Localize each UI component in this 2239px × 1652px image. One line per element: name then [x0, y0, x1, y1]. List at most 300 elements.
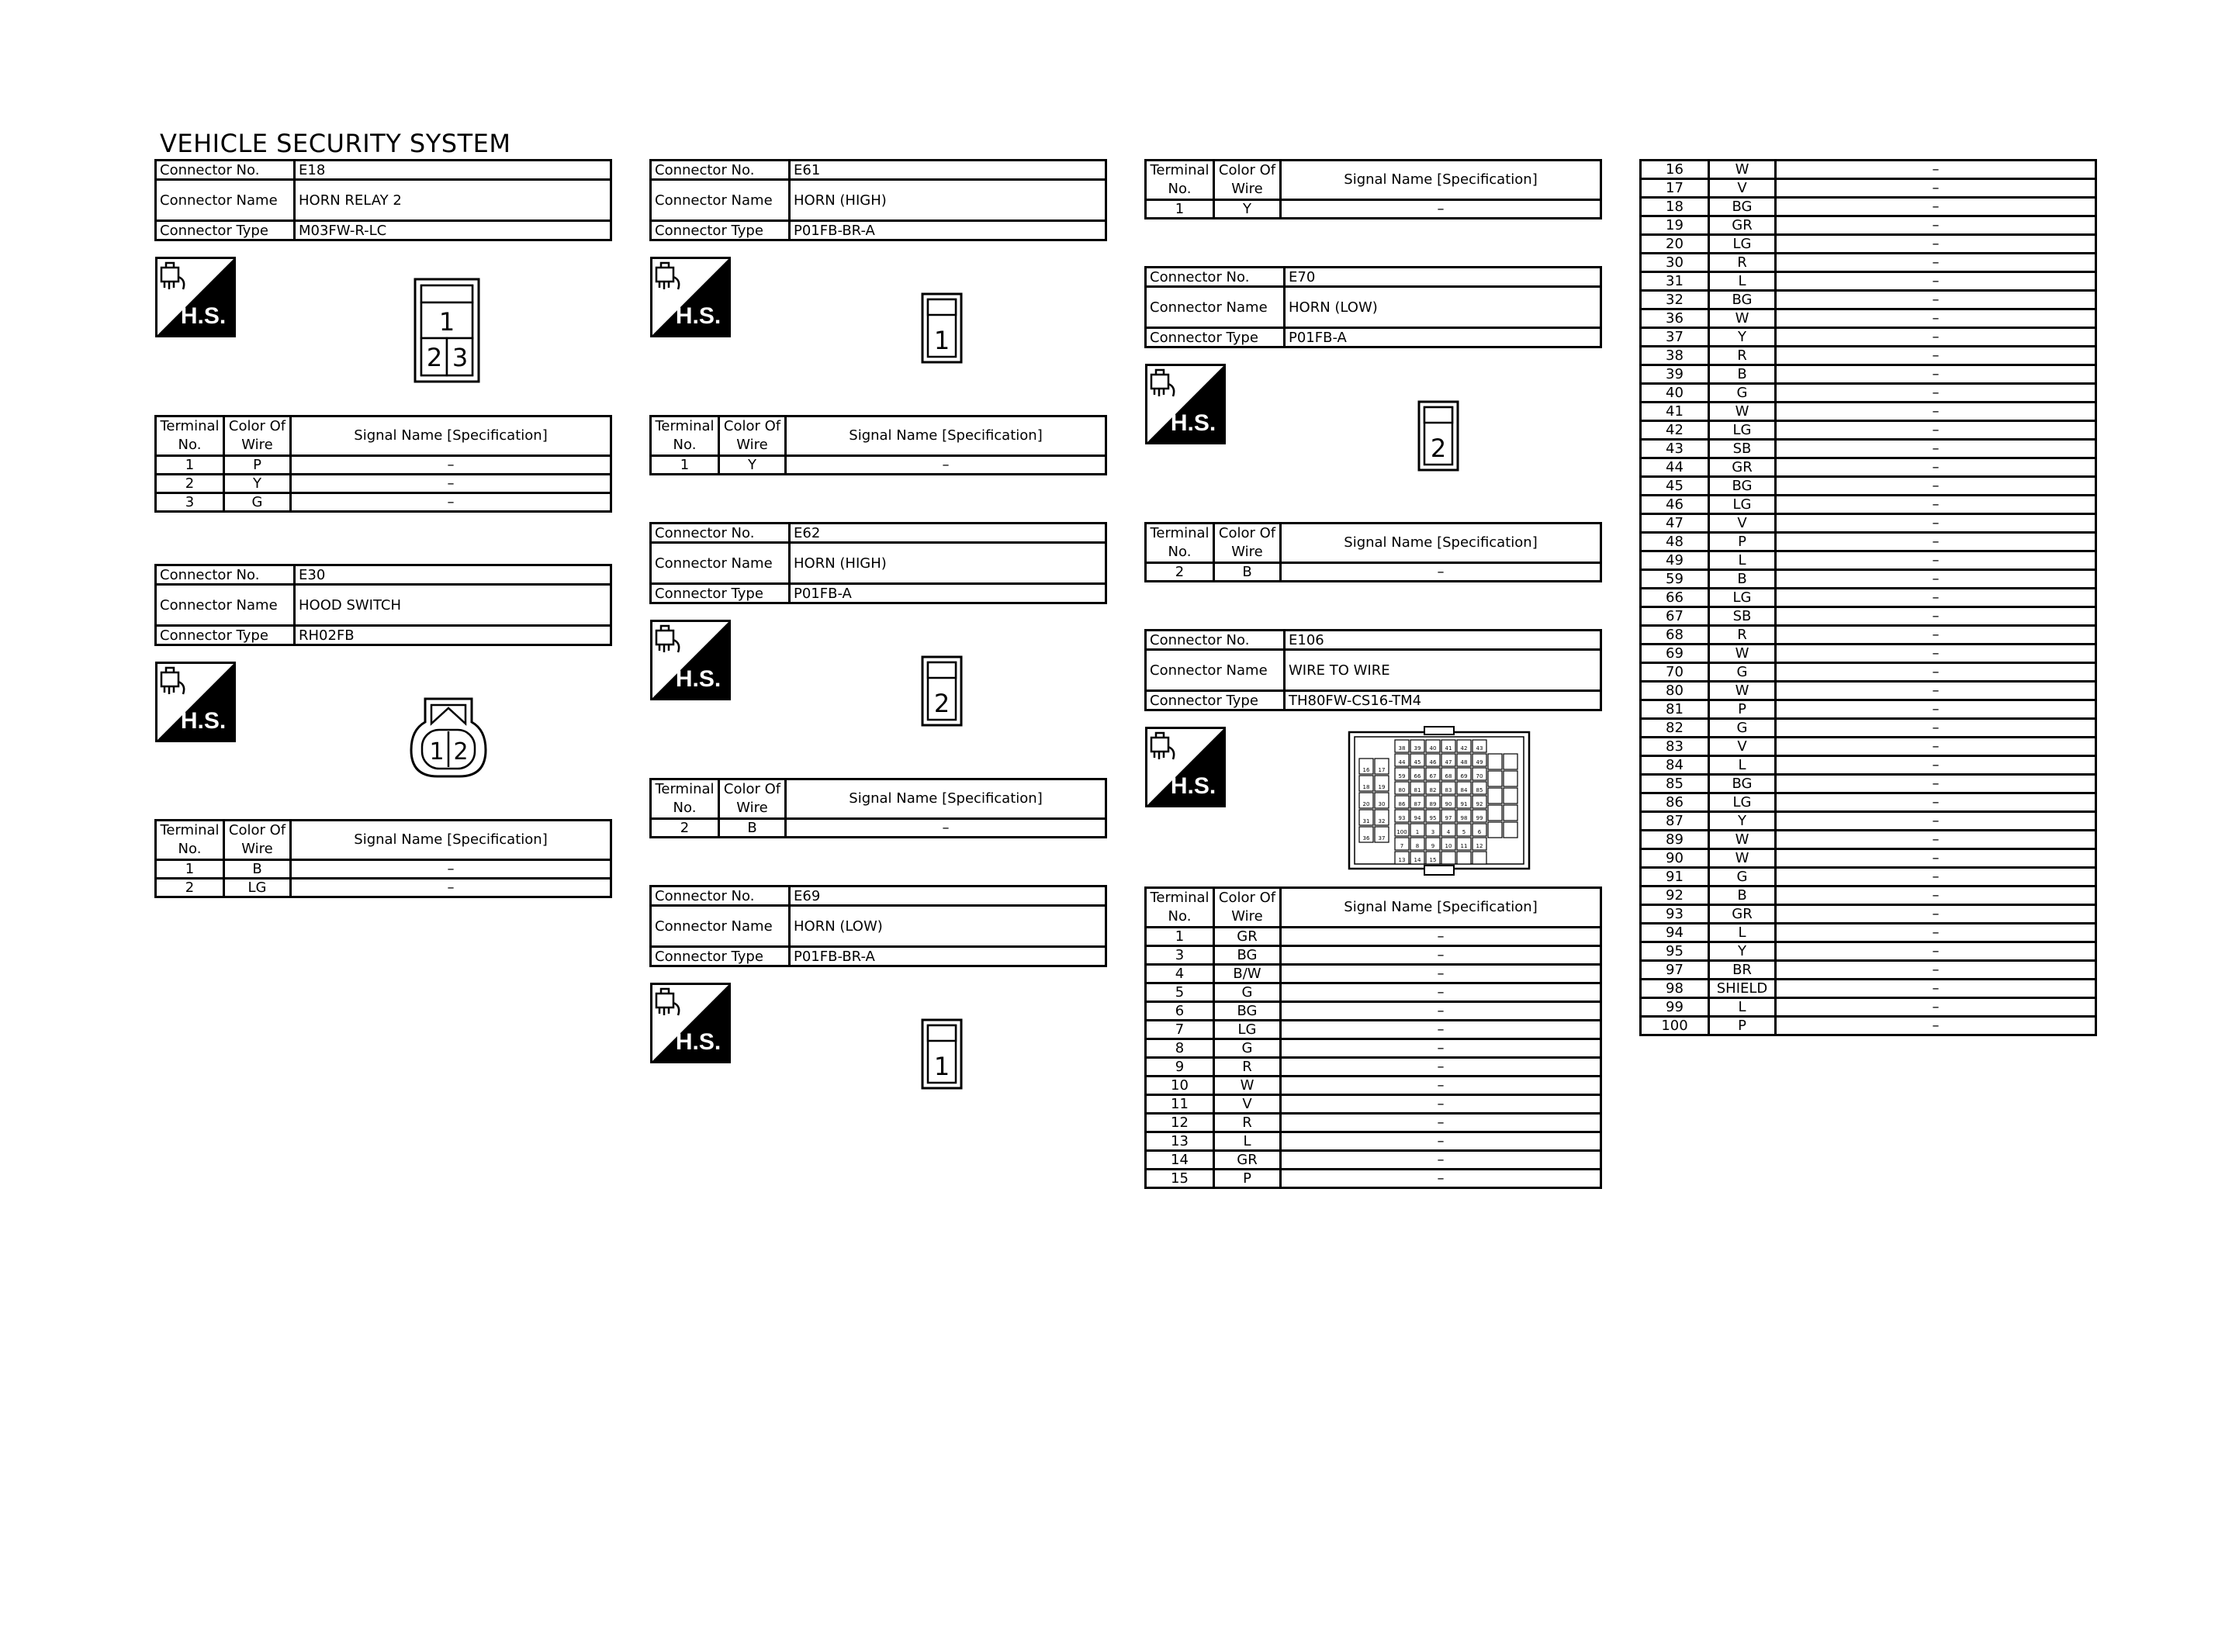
table-row — [651, 456, 1106, 475]
pin-label: 95 — [1429, 815, 1437, 821]
signal-name-cell: – — [1281, 928, 1601, 946]
pin-label: 59 — [1398, 773, 1406, 779]
terminal-no-cell: 69 — [1641, 645, 1709, 663]
table-row — [1641, 365, 2096, 384]
table-row — [1641, 161, 2096, 179]
svg-text:H.S.: H.S. — [675, 303, 722, 329]
signal-name-cell: – — [1776, 477, 2096, 496]
connector-name-label: Connector Name — [1146, 287, 1285, 328]
wire-color-cell: P — [1709, 533, 1776, 551]
wire-color-cell: R — [1214, 1114, 1281, 1132]
color-of-wire-header: Color Of Wire — [1214, 888, 1281, 928]
terminal-no-cell: 68 — [1641, 626, 1709, 645]
signal-name-cell: – — [1776, 161, 2096, 179]
signal-name-cell: – — [1281, 1077, 1601, 1095]
connector-type-label: Connector Type — [651, 221, 790, 240]
signal-name-cell: – — [1776, 626, 2096, 645]
signal-name-cell: – — [1281, 563, 1601, 582]
pin-label: 39 — [1414, 745, 1421, 752]
pin-label: 82 — [1429, 787, 1437, 793]
wire-color-cell: SHIELD — [1709, 980, 1776, 998]
pin-label: 1 — [438, 307, 455, 337]
pin-label: 30 — [1378, 801, 1386, 807]
wire-color-cell: W — [1709, 161, 1776, 179]
connector-name-label: Connector Name — [156, 180, 295, 221]
table-row — [1641, 235, 2096, 254]
pin-label: 2 — [426, 343, 443, 372]
terminal-no-cell: 30 — [1641, 254, 1709, 272]
connector-type-label: Connector Type — [651, 584, 790, 603]
pin-label: 100 — [1396, 829, 1407, 835]
pin-label: 2 — [1430, 434, 1447, 463]
signal-name-cell: – — [1776, 421, 2096, 440]
terminal-no-cell: 94 — [1641, 924, 1709, 942]
pin-label: 69 — [1460, 773, 1468, 779]
connector-header-e106 — [1144, 629, 1602, 711]
wire-color-cell: BG — [1214, 946, 1281, 965]
terminal-table-e106 — [1144, 886, 1602, 1189]
wire-color-cell: P — [1214, 1170, 1281, 1188]
wire-color-cell: LG — [1709, 589, 1776, 607]
wire-color-cell: Y — [1214, 200, 1281, 219]
terminal-no-cell: 84 — [1641, 756, 1709, 775]
pin-label: 97 — [1445, 815, 1452, 821]
terminal-no-cell: 32 — [1641, 291, 1709, 309]
connector-name-value: HORN RELAY 2 — [295, 180, 611, 221]
table-row — [1146, 1170, 1601, 1188]
signal-name-cell: – — [1776, 291, 2096, 309]
hs-harness-side-icon — [650, 620, 731, 700]
table-row — [1641, 514, 2096, 533]
pin-label: 19 — [1378, 784, 1386, 790]
signal-name-cell: – — [1776, 719, 2096, 738]
wire-color-cell: BG — [1214, 1002, 1281, 1021]
connector-name-label: Connector Name — [651, 543, 790, 584]
wire-color-cell: V — [1709, 514, 1776, 533]
pin-label: 68 — [1445, 773, 1452, 779]
terminal-no-cell: 2 — [1146, 563, 1214, 582]
table-row — [1641, 756, 2096, 775]
terminal-no-cell: 41 — [1641, 403, 1709, 421]
pin-label: 17 — [1378, 767, 1386, 773]
wire-color-cell: W — [1709, 309, 1776, 328]
terminal-no-cell: 38 — [1641, 347, 1709, 365]
terminal-no-cell: 17 — [1641, 179, 1709, 198]
connector-type-label: Connector Type — [156, 626, 295, 645]
table-row — [156, 475, 611, 493]
terminal-no-cell: 86 — [1641, 793, 1709, 812]
connector-cavity — [1488, 754, 1502, 769]
connector-name-value: HOOD SWITCH — [295, 585, 611, 626]
hs-harness-side-icon — [1145, 364, 1226, 444]
signal-name-cell: – — [1776, 216, 2096, 235]
table-row — [156, 879, 611, 897]
signal-name-cell: – — [1281, 1021, 1601, 1039]
wire-color-cell: L — [1709, 272, 1776, 291]
connector-type-value: M03FW-R-LC — [295, 221, 611, 240]
pin-label: 31 — [1362, 818, 1370, 824]
table-row — [1641, 309, 2096, 328]
terminal-no-cell: 2 — [651, 819, 719, 838]
table-row — [1146, 1114, 1601, 1132]
wire-color-cell: B — [719, 819, 786, 838]
signal-name-cell: – — [1776, 700, 2096, 719]
signal-name-cell: – — [1776, 663, 2096, 682]
hs-harness-side-icon — [155, 257, 236, 337]
pin-label: 91 — [1460, 801, 1468, 807]
terminal-no-cell: 45 — [1641, 477, 1709, 496]
terminal-no-cell: 95 — [1641, 942, 1709, 961]
wire-color-cell: BG — [1709, 775, 1776, 793]
terminal-no-header: Terminal No. — [1146, 161, 1214, 200]
signal-name-cell: – — [1281, 1002, 1601, 1021]
connector-no-label: Connector No. — [1146, 631, 1285, 650]
wire-color-cell: L — [1709, 998, 1776, 1017]
table-row — [1641, 905, 2096, 924]
pin-label: 36 — [1362, 835, 1370, 842]
pin-label: 90 — [1445, 801, 1452, 807]
connector-face-e69 — [920, 1018, 964, 1090]
connector-type-value: P01FB-BR-A — [790, 947, 1106, 966]
signal-name-cell: – — [1776, 793, 2096, 812]
signal-name-cell: – — [1776, 645, 2096, 663]
signal-name-cell: – — [1776, 812, 2096, 831]
wire-color-cell: LG — [1214, 1021, 1281, 1039]
signal-name-cell: – — [1281, 965, 1601, 983]
table-row — [1146, 1002, 1601, 1021]
wire-color-cell: L — [1709, 756, 1776, 775]
wire-color-cell: G — [224, 493, 291, 512]
terminal-no-cell: 47 — [1641, 514, 1709, 533]
signal-name-cell: – — [1776, 440, 2096, 458]
table-row — [1641, 328, 2096, 347]
signal-name-cell: – — [1776, 924, 2096, 942]
signal-name-cell: – — [291, 860, 611, 879]
connector-header-e70 — [1144, 266, 1602, 348]
table-row — [156, 860, 611, 879]
hs-harness-side-icon — [650, 983, 731, 1063]
signal-name-cell: – — [1776, 384, 2096, 403]
signal-name-cell: – — [1776, 942, 2096, 961]
connector-face-e62 — [920, 655, 964, 728]
wire-color-cell: B/W — [1214, 965, 1281, 983]
connector-cavity — [1441, 852, 1455, 864]
table-row — [1641, 589, 2096, 607]
pin-label: 87 — [1414, 801, 1421, 807]
wire-color-cell: W — [1709, 682, 1776, 700]
table-row — [1641, 719, 2096, 738]
connector-type-label: Connector Type — [1146, 328, 1285, 347]
signal-name-cell: – — [291, 493, 611, 512]
wire-color-cell: B — [1709, 886, 1776, 905]
terminal-no-cell: 40 — [1641, 384, 1709, 403]
wire-color-cell: P — [1709, 700, 1776, 719]
table-row — [1641, 663, 2096, 682]
table-row — [1146, 928, 1601, 946]
pin-label: 66 — [1414, 773, 1421, 779]
signal-name-cell: – — [1776, 347, 2096, 365]
table-row — [1641, 998, 2096, 1017]
wire-color-cell: Y — [224, 475, 291, 493]
svg-text:H.S.: H.S. — [1170, 410, 1216, 436]
connector-cavity — [1488, 805, 1502, 821]
wire-color-cell: BR — [1709, 961, 1776, 980]
wire-color-cell: W — [1214, 1077, 1281, 1095]
table-row — [1641, 477, 2096, 496]
wire-color-cell: V — [1709, 179, 1776, 198]
wire-color-cell: G — [1709, 663, 1776, 682]
table-row — [156, 493, 611, 512]
table-row — [1641, 570, 2096, 589]
wire-color-cell: Y — [1709, 942, 1776, 961]
signal-name-header: Signal Name [Specification] — [786, 416, 1106, 456]
terminal-no-cell: 10 — [1146, 1077, 1214, 1095]
color-of-wire-header: Color Of Wire — [719, 416, 786, 456]
wire-color-cell: W — [1709, 849, 1776, 868]
table-row — [1641, 738, 2096, 756]
signal-name-cell: – — [1776, 272, 2096, 291]
table-row — [1641, 831, 2096, 849]
terminal-no-cell: 3 — [156, 493, 224, 512]
terminal-no-cell: 49 — [1641, 551, 1709, 570]
wire-color-cell: LG — [1709, 421, 1776, 440]
terminal-no-cell: 6 — [1146, 1002, 1214, 1021]
table-row — [1146, 1058, 1601, 1077]
hs-harness-side-icon — [155, 662, 236, 742]
connector-no-value: E61 — [790, 161, 1106, 180]
terminal-no-cell: 12 — [1146, 1114, 1214, 1132]
signal-name-cell: – — [1776, 198, 2096, 216]
signal-name-cell: – — [1776, 961, 2096, 980]
pin-label: 46 — [1429, 759, 1437, 766]
terminal-no-cell: 9 — [1146, 1058, 1214, 1077]
pin-label: 20 — [1362, 801, 1370, 807]
signal-name-cell: – — [1776, 849, 2096, 868]
signal-name-cell: – — [786, 456, 1106, 475]
terminal-no-cell: 20 — [1641, 235, 1709, 254]
terminal-no-header: Terminal No. — [651, 416, 719, 456]
terminal-no-cell: 4 — [1146, 965, 1214, 983]
signal-name-cell: – — [1281, 946, 1601, 965]
table-row — [1641, 551, 2096, 570]
connector-header-e69 — [649, 885, 1107, 967]
signal-name-cell: – — [1776, 458, 2096, 477]
table-row — [1641, 793, 2096, 812]
signal-name-cell: – — [1776, 254, 2096, 272]
terminal-no-cell: 42 — [1641, 421, 1709, 440]
wire-color-cell: GR — [1214, 1151, 1281, 1170]
signal-name-cell: – — [1281, 1114, 1601, 1132]
table-row — [1641, 700, 2096, 719]
pin-label: 2 — [933, 689, 950, 718]
connector-cavity — [1504, 771, 1517, 786]
wire-color-cell: R — [1214, 1058, 1281, 1077]
wire-color-cell: SB — [1709, 607, 1776, 626]
connector-no-label: Connector No. — [1146, 268, 1285, 287]
table-row — [1641, 272, 2096, 291]
table-row — [1641, 924, 2096, 942]
wire-color-cell: B — [1709, 570, 1776, 589]
connector-cavity — [1488, 788, 1502, 804]
wire-color-cell: L — [1214, 1132, 1281, 1151]
terminal-no-cell: 19 — [1641, 216, 1709, 235]
table-row — [1641, 384, 2096, 403]
table-row — [1641, 347, 2096, 365]
table-row — [1641, 942, 2096, 961]
signal-name-cell: – — [1776, 533, 2096, 551]
connector-name-value: HORN (HIGH) — [790, 543, 1106, 584]
pin-label: 3 — [1431, 829, 1435, 835]
connector-face-e70 — [1417, 399, 1460, 472]
pin-label: 14 — [1414, 857, 1421, 863]
wire-color-cell: LG — [224, 879, 291, 897]
wire-color-cell: B — [224, 860, 291, 879]
terminal-no-cell: 36 — [1641, 309, 1709, 328]
terminal-no-cell: 1 — [156, 860, 224, 879]
signal-name-cell: – — [1281, 1132, 1601, 1151]
terminal-no-cell: 97 — [1641, 961, 1709, 980]
pin-label: 81 — [1414, 787, 1421, 793]
table-row — [1146, 946, 1601, 965]
wire-color-cell: GR — [1709, 905, 1776, 924]
table-row — [1641, 216, 2096, 235]
pin-label: 89 — [1429, 801, 1437, 807]
wire-color-cell: P — [1709, 1017, 1776, 1035]
terminal-no-cell: 90 — [1641, 849, 1709, 868]
connector-type-label: Connector Type — [1146, 691, 1285, 710]
pin-label: 2 — [453, 738, 469, 766]
table-row — [1641, 198, 2096, 216]
signal-name-cell: – — [1281, 200, 1601, 219]
wire-color-cell: G — [1214, 1039, 1281, 1058]
terminal-no-cell: 37 — [1641, 328, 1709, 347]
terminal-no-header: Terminal No. — [651, 779, 719, 819]
pin-label: 1 — [933, 326, 950, 355]
wire-color-cell: LG — [1709, 235, 1776, 254]
pin-label: 16 — [1362, 767, 1370, 773]
connector-no-value: E106 — [1285, 631, 1601, 650]
connector-cavity — [1472, 852, 1486, 864]
pin-label: 1 — [933, 1052, 950, 1081]
signal-name-cell: – — [1776, 589, 2096, 607]
pin-label: 84 — [1460, 787, 1468, 793]
terminal-no-cell: 46 — [1641, 496, 1709, 514]
wire-color-cell: L — [1709, 924, 1776, 942]
wire-color-cell: LG — [1709, 793, 1776, 812]
terminal-no-cell: 31 — [1641, 272, 1709, 291]
signal-name-cell: – — [1776, 756, 2096, 775]
connector-name-label: Connector Name — [651, 906, 790, 947]
pin-label: 45 — [1414, 759, 1421, 766]
pin-label: 4 — [1446, 829, 1451, 835]
signal-name-header: Signal Name [Specification] — [1281, 888, 1601, 928]
connector-face-e30 — [408, 689, 489, 779]
pin-label: 10 — [1445, 843, 1452, 849]
signal-name-cell: – — [1776, 886, 2096, 905]
wire-color-cell: R — [1709, 347, 1776, 365]
terminal-no-cell: 11 — [1146, 1095, 1214, 1114]
terminal-no-cell: 70 — [1641, 663, 1709, 682]
signal-name-header: Signal Name [Specification] — [291, 821, 611, 860]
pin-label: 1 — [1415, 829, 1420, 835]
wire-color-cell: BG — [1709, 198, 1776, 216]
hs-harness-side-icon — [1145, 727, 1226, 807]
color-of-wire-header: Color Of Wire — [1214, 161, 1281, 200]
pin-label: 3 — [452, 343, 469, 372]
terminal-no-cell: 1 — [156, 456, 224, 475]
signal-name-cell: – — [1776, 775, 2096, 793]
terminal-table-e18 — [154, 415, 612, 513]
table-row — [1641, 775, 2096, 793]
wire-color-cell: Y — [1709, 328, 1776, 347]
table-row — [1641, 868, 2096, 886]
connector-name-value: HORN (LOW) — [790, 906, 1106, 947]
pin-label: 94 — [1414, 815, 1421, 821]
table-row — [1641, 533, 2096, 551]
wire-color-cell: BG — [1709, 477, 1776, 496]
pin-label: 70 — [1476, 773, 1483, 779]
signal-name-cell: – — [1776, 514, 2096, 533]
signal-name-cell: – — [1776, 179, 2096, 198]
table-row — [1641, 886, 2096, 905]
table-row — [1146, 200, 1601, 219]
wire-color-cell: W — [1709, 645, 1776, 663]
pin-label: 99 — [1476, 815, 1483, 821]
table-row — [1146, 1095, 1601, 1114]
pin-label: 8 — [1415, 843, 1420, 849]
table-row — [1641, 496, 2096, 514]
pin-label: 80 — [1398, 787, 1406, 793]
table-row — [1641, 849, 2096, 868]
terminal-no-cell: 39 — [1641, 365, 1709, 384]
pin-label: 7 — [1400, 843, 1404, 849]
pin-label: 67 — [1429, 773, 1437, 779]
wire-color-cell: W — [1709, 831, 1776, 849]
table-row — [1146, 1151, 1601, 1170]
signal-name-cell: – — [1776, 607, 2096, 626]
connector-name-value: WIRE TO WIRE — [1285, 650, 1601, 691]
connector-header-e61 — [649, 159, 1107, 241]
pin-label: 32 — [1378, 818, 1386, 824]
signal-name-header: Signal Name [Specification] — [1281, 161, 1601, 200]
connector-face-e18 — [412, 276, 482, 385]
terminal-no-cell: 16 — [1641, 161, 1709, 179]
table-row — [1146, 1132, 1601, 1151]
signal-name-cell: – — [1281, 1095, 1601, 1114]
svg-text:H.S.: H.S. — [675, 666, 722, 692]
connector-cavity — [1504, 805, 1517, 821]
terminal-no-cell: 44 — [1641, 458, 1709, 477]
table-row — [1146, 983, 1601, 1002]
terminal-no-cell: 92 — [1641, 886, 1709, 905]
wire-color-cell: LG — [1709, 496, 1776, 514]
pin-label: 1 — [429, 738, 445, 766]
wire-color-cell: GR — [1709, 458, 1776, 477]
pin-label: 83 — [1445, 787, 1452, 793]
pin-label: 47 — [1445, 759, 1452, 766]
connector-type-value: RH02FB — [295, 626, 611, 645]
table-row — [156, 456, 611, 475]
terminal-no-cell: 8 — [1146, 1039, 1214, 1058]
terminal-no-cell: 1 — [1146, 928, 1214, 946]
terminal-table-e106-continued — [1639, 159, 2097, 1036]
pin-label: 42 — [1460, 745, 1468, 752]
connector-no-value: E18 — [295, 161, 611, 180]
terminal-no-cell: 7 — [1146, 1021, 1214, 1039]
terminal-no-cell: 80 — [1641, 682, 1709, 700]
pin-label: 12 — [1476, 843, 1483, 849]
connector-no-label: Connector No. — [651, 161, 790, 180]
